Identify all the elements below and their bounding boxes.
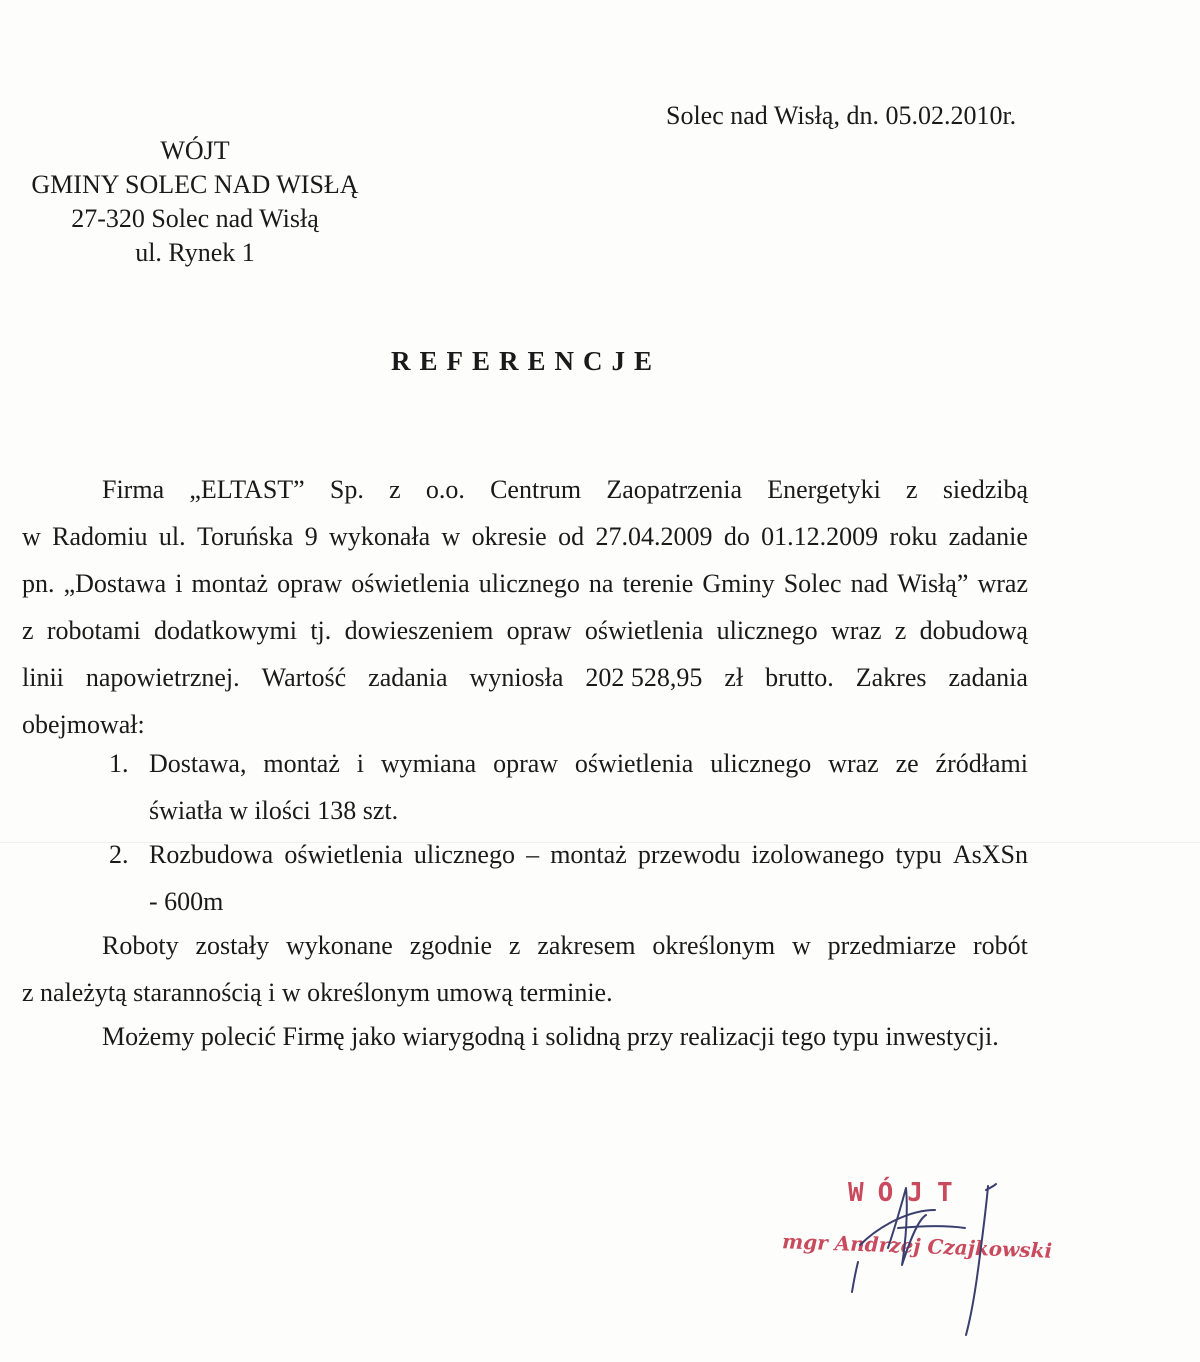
- word: wraz: [977, 569, 1028, 598]
- word: 01.12.2009: [761, 522, 879, 551]
- list-item-1-number: 1.: [109, 749, 129, 778]
- word: z: [22, 616, 34, 645]
- word: Radomiu: [52, 522, 148, 551]
- word: Rozbudowa: [149, 840, 274, 869]
- word: Toruńska: [196, 522, 294, 551]
- word: Zaopatrzenia: [606, 475, 742, 504]
- word: Wisłą”: [897, 569, 969, 598]
- word: źródłami: [935, 749, 1028, 778]
- word: z: [906, 475, 918, 504]
- word: Solec: [783, 569, 842, 598]
- word: zł: [724, 663, 744, 692]
- word: od: [558, 522, 585, 551]
- sender-postal-address: 27-320 Solec nad Wisłą: [71, 204, 319, 233]
- word: wykonane: [285, 931, 393, 960]
- word: z: [894, 616, 907, 645]
- handwritten-signature: [760, 1170, 1060, 1340]
- word: i: [356, 749, 364, 778]
- word: Roboty: [102, 931, 179, 960]
- word: okresie: [471, 522, 547, 551]
- sender-block: [20, 134, 370, 270]
- word: opraw: [493, 749, 559, 778]
- word: przedmiarze: [827, 931, 957, 960]
- word: ulicznego: [716, 616, 818, 645]
- word: Gminy: [702, 569, 775, 598]
- word: z: [508, 931, 521, 960]
- word: montaż: [550, 840, 627, 869]
- list-item-1-line-1: [149, 740, 1028, 787]
- word: zadania: [368, 663, 448, 692]
- word: wraz: [828, 749, 879, 778]
- word: z: [389, 475, 401, 504]
- word: roku: [889, 522, 938, 551]
- word: Energetyki: [767, 475, 881, 504]
- word: ulicznego: [710, 749, 812, 778]
- word: w: [22, 522, 41, 551]
- word: opraw: [277, 569, 343, 598]
- word: Firma: [102, 475, 165, 504]
- word: zadanie: [948, 522, 1028, 551]
- word: tj.: [310, 616, 332, 645]
- sender-title: WÓJT: [160, 136, 230, 165]
- word: na: [588, 569, 614, 598]
- list-item-2-line-1: [149, 831, 1028, 878]
- word: „ELTAST”: [189, 475, 305, 504]
- paragraph-1-line-4: [22, 607, 1028, 654]
- word: i: [175, 569, 183, 598]
- word: oświetlenia: [284, 840, 403, 869]
- paragraph-1-line-5: [22, 654, 1028, 701]
- word: robót: [973, 931, 1028, 960]
- word: Wartość: [261, 663, 347, 692]
- word: Dostawa,: [149, 749, 247, 778]
- word: o.o.: [425, 475, 465, 504]
- word: 27.04.2009: [595, 522, 713, 551]
- paragraph-2-line-2: z należytą starannością i w określonym umową terminie.: [22, 978, 613, 1007]
- word: AsXSn: [952, 840, 1028, 869]
- word: napowietrznej.: [85, 663, 240, 692]
- word: oświetlenia: [574, 749, 694, 778]
- word: zostały: [195, 931, 270, 960]
- paragraph-3-line-1: Możemy polecić Firmę jako wiarygodną i solidną przy realizacji tego typu inwestycji.: [102, 1022, 999, 1051]
- word: pn.: [22, 569, 55, 598]
- word: Sp.: [329, 475, 364, 504]
- document-title: REFERENCJE: [390, 346, 662, 376]
- word: przewodu: [637, 840, 741, 869]
- word: opraw: [506, 616, 572, 645]
- word: zadania: [948, 663, 1028, 692]
- word: zakresem: [537, 931, 636, 960]
- word: dodatkowymi: [154, 616, 298, 645]
- place-and-date: Solec nad Wisłą, dn. 05.02.2010r.: [666, 101, 1017, 130]
- list-item-1-line-2: światła w ilości 138 szt.: [149, 796, 399, 825]
- word: wraz: [830, 616, 882, 645]
- paragraph-1: [22, 466, 1028, 748]
- word: dowieszeniem: [344, 616, 494, 645]
- stamp-name: mgr Andrzej Czajkowski: [781, 1229, 1053, 1263]
- word: wykonała: [329, 522, 431, 551]
- word: Zakres: [855, 663, 927, 692]
- word: wymiana: [380, 749, 477, 778]
- word: Centrum: [490, 475, 582, 504]
- paragraph-2: [22, 922, 1028, 1016]
- word: „Dostawa: [63, 569, 167, 598]
- word: 202 528,95: [585, 663, 703, 692]
- stamp-title: WÓJT: [848, 1178, 967, 1208]
- word: ulicznego: [413, 840, 515, 869]
- word: określonym: [652, 931, 776, 960]
- word: montaż: [263, 749, 340, 778]
- word: nad: [850, 569, 889, 598]
- word: linii: [22, 663, 64, 692]
- word: 9: [304, 522, 318, 551]
- word: zgodnie: [409, 931, 493, 960]
- sender-institution: GMINY SOLEC NAD WISŁĄ: [31, 170, 359, 199]
- paragraph-1-line-1: [22, 466, 1028, 513]
- sender-street: ul. Rynek 1: [135, 238, 255, 267]
- word: oświetlenia: [584, 616, 704, 645]
- word: typu: [895, 840, 942, 869]
- word: montaż: [191, 569, 269, 598]
- list-item-2-line-2: - 600m: [149, 887, 224, 916]
- word: wyniosła: [469, 663, 564, 692]
- paragraph-1-line-6: obejmował:: [22, 710, 145, 739]
- word: ze: [895, 749, 919, 778]
- paragraph-1-line-3: [22, 560, 1028, 607]
- word: robotami: [46, 616, 141, 645]
- word: terenie: [622, 569, 694, 598]
- word: oświetlenia: [351, 569, 470, 598]
- word: w: [441, 522, 461, 551]
- paragraph-3: [22, 1013, 1028, 1060]
- list-item-2-number: 2.: [109, 840, 129, 869]
- word: –: [526, 840, 540, 869]
- word: dobudową: [919, 616, 1028, 645]
- word: do: [723, 522, 750, 551]
- word: siedzibą: [942, 475, 1028, 504]
- word: ulicznego: [478, 569, 580, 598]
- word: w: [792, 931, 811, 960]
- paragraph-2-line-1: [22, 922, 1028, 969]
- paragraph-1-line-2: [22, 513, 1028, 560]
- word: izolowanego: [751, 840, 885, 869]
- word: ul.: [158, 522, 186, 551]
- word: brutto.: [765, 663, 834, 692]
